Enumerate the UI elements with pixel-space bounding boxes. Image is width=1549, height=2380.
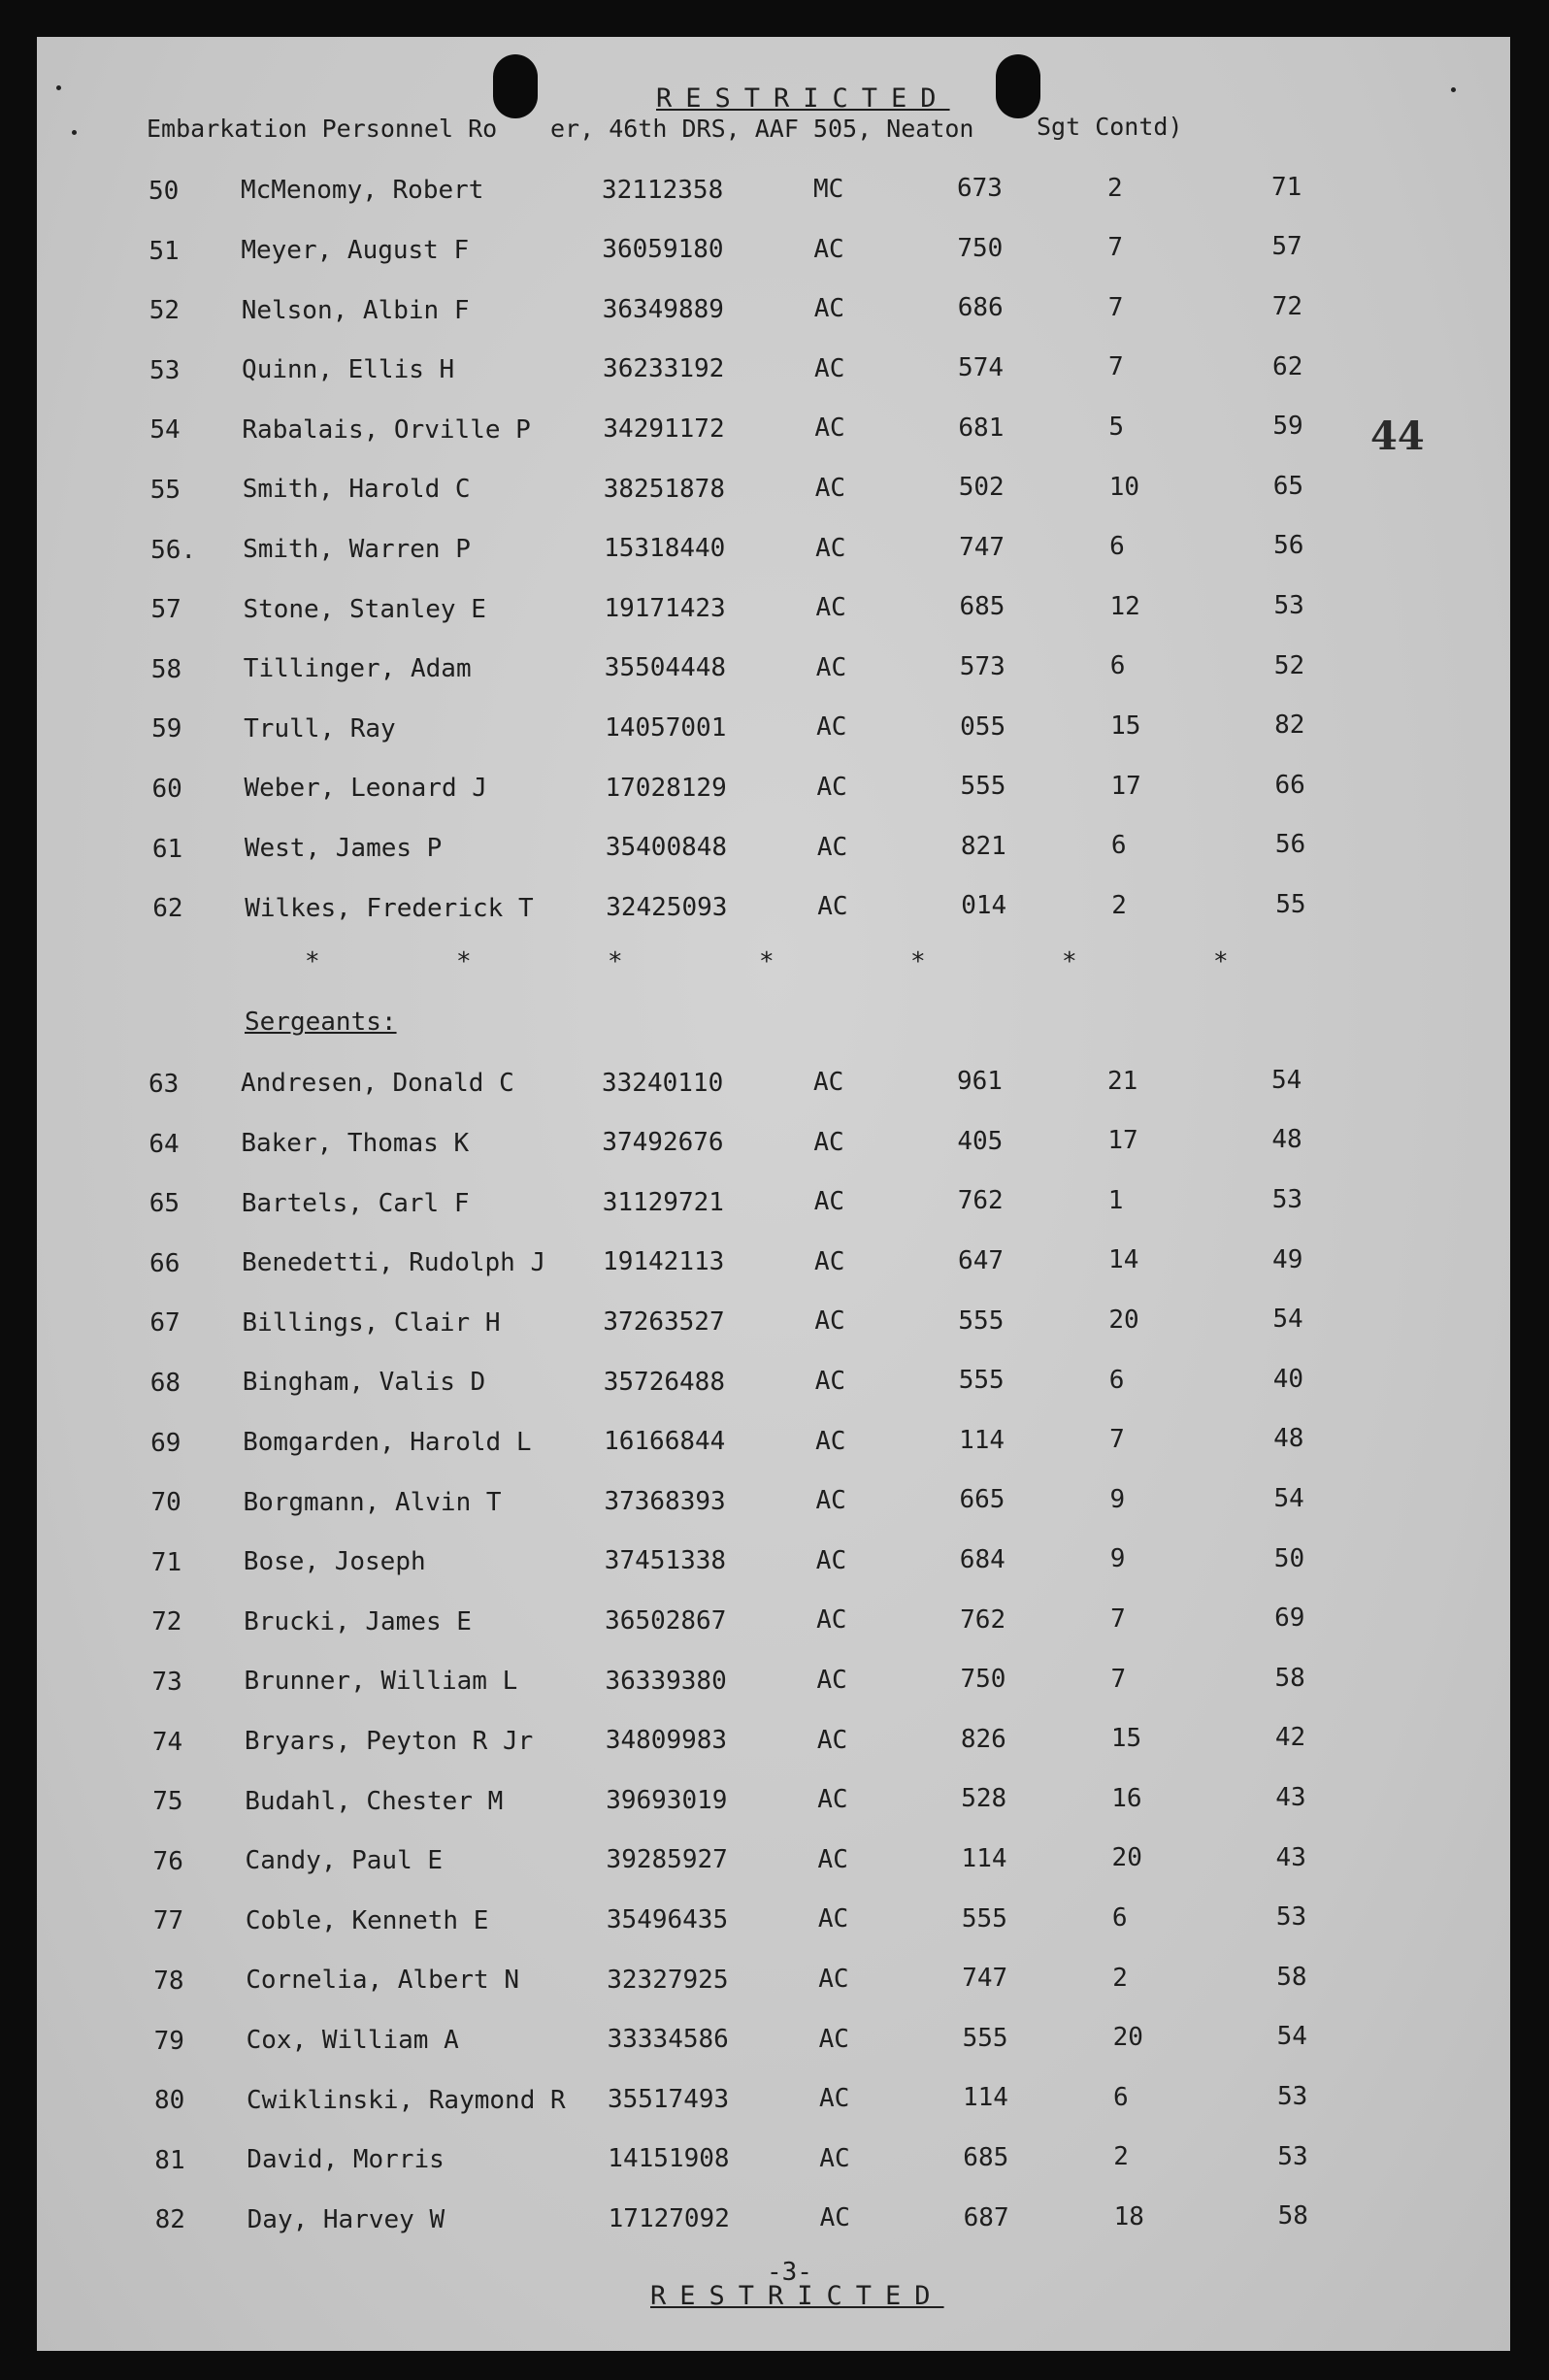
branch-cell: AC [817,892,848,922]
months-cell: 5 [1108,412,1125,442]
months-cell: 16 [1111,1783,1142,1813]
document-page [37,37,1510,2351]
branch-cell: AC [816,832,848,862]
branch-cell: AC [816,712,847,743]
score-cell: 54 [1273,1484,1304,1513]
branch-cell: AC [813,1187,844,1217]
table-row [37,830,1510,874]
serial-number-cell: 33334586 [607,2025,729,2055]
branch-cell: AC [817,1785,848,1815]
table-row [37,1125,1510,1169]
row-number: 73 [151,1668,182,1697]
name-cell: McMenomy, Robert [241,176,484,206]
mos-cell: 114 [961,1844,1007,1873]
serial-number-cell: 36502867 [605,1606,727,1636]
table-row [37,591,1510,634]
months-cell: 12 [1109,591,1140,621]
row-number: 75 [152,1787,183,1817]
row-number: 64 [148,1129,180,1159]
serial-number-cell: 35517493 [607,2084,730,2114]
branch-cell: AC [813,1127,844,1157]
table-row [37,1484,1510,1527]
name-cell: Baker, Thomas K [241,1128,470,1158]
score-cell: 40 [1272,1364,1304,1394]
mos-cell: 555 [961,1903,1007,1934]
serial-number-cell: 32425093 [606,892,728,922]
table-row [37,1364,1510,1407]
table-row [37,351,1510,395]
score-cell: 72 [1271,292,1302,321]
mos-cell: 014 [961,891,1007,921]
months-cell: 1 [1107,1185,1124,1215]
mos-cell: 685 [959,592,1005,622]
score-cell: 59 [1272,412,1303,442]
table-row [37,1723,1510,1767]
months-cell: 2 [1113,2142,1129,2172]
separator-star: * [910,947,926,976]
table-row [37,1305,1510,1347]
serial-number-cell: 36233192 [603,354,725,384]
table-row [37,1902,1510,1945]
row-number: 57 [150,595,181,625]
name-cell: Day, Harvey W [247,2204,445,2234]
branch-cell: AC [814,1246,845,1276]
serial-number-cell: 36339380 [605,1666,727,1696]
mos-cell: 555 [958,1306,1005,1336]
months-cell: 2 [1111,890,1127,920]
mos-cell: 750 [957,233,1004,263]
branch-cell: AC [819,2203,850,2233]
serial-number-cell: 35400848 [605,833,728,863]
months-cell: 7 [1108,352,1124,382]
branch-cell: AC [815,1545,847,1575]
branch-cell: AC [814,1366,846,1396]
row-number: 66 [149,1248,181,1278]
serial-number-cell: 15318440 [604,534,726,564]
branch-cell: AC [818,1964,849,1994]
serial-number-cell: 38251878 [603,474,725,504]
classification-header: RESTRICTED [656,83,950,114]
mos-cell: 665 [959,1485,1005,1515]
score-cell: 49 [1272,1244,1303,1274]
table-row [37,1424,1510,1468]
months-cell: 6 [1111,1902,1128,1933]
name-cell: Cornelia, Albert N [246,1966,520,1996]
name-cell: Cwiklinski, Raymond R [246,2085,566,2115]
table-row [37,232,1510,276]
separator-star: * [1062,947,1077,976]
months-cell: 7 [1107,292,1124,322]
classification-footer: RESTRICTED [650,2281,944,2311]
branch-cell: AC [818,2084,850,2114]
months-cell: 14 [1108,1245,1139,1275]
serial-number-cell: 34809983 [605,1726,728,1756]
name-cell: Rabalais, Orville P [242,414,531,445]
table-row [37,650,1510,694]
months-cell: 17 [1107,1126,1138,1156]
serial-number-cell: 32327925 [607,1965,729,1995]
months-cell: 7 [1109,1425,1125,1455]
separator-star: * [1213,947,1229,976]
serial-number-cell: 37451338 [604,1546,727,1576]
name-cell: Bryars, Peyton R Jr [244,1726,534,1756]
score-cell: 62 [1272,351,1303,381]
branch-cell: AC [815,593,846,623]
score-cell: 58 [1274,1663,1305,1693]
serial-number-cell: 32112358 [602,175,724,205]
name-cell: Weber, Leonard J [244,774,487,804]
score-cell: 82 [1274,711,1305,741]
name-cell: Bomgarden, Harold L [243,1427,532,1457]
mos-cell: 555 [960,772,1006,802]
branch-cell: MC [813,174,844,204]
table-row [37,890,1510,933]
serial-number-cell: 39285927 [606,1845,728,1875]
row-number: 74 [151,1727,183,1757]
row-number: 80 [153,2086,185,2116]
row-number: 81 [154,2145,185,2175]
branch-cell: AC [815,1426,846,1456]
name-cell: Stone, Stanley E [243,594,486,624]
score-cell: 56 [1274,830,1306,860]
branch-cell: AC [815,1486,846,1516]
mos-cell: 762 [960,1604,1006,1635]
mos-cell: 685 [963,2143,1009,2172]
name-cell: Bose, Joseph [243,1547,426,1577]
score-cell: 53 [1273,591,1304,620]
months-cell: 20 [1108,1305,1139,1335]
score-cell: 43 [1275,1783,1306,1812]
table-row [37,1962,1510,2005]
score-cell: 53 [1276,2082,1308,2111]
serial-number-cell: 35504448 [604,653,727,683]
serial-number-cell: 17028129 [605,773,727,803]
months-cell: 6 [1110,831,1127,861]
mos-cell: 528 [961,1784,1007,1814]
row-number: 71 [150,1547,182,1577]
months-cell: 15 [1110,711,1141,741]
table-row [37,711,1510,753]
name-cell: Bartels, Carl F [241,1188,470,1218]
name-cell: Cox, William A [246,2025,459,2055]
months-cell: 2 [1112,1963,1128,1993]
table-row [37,1663,1510,1706]
row-number: 56. [150,535,197,565]
mos-cell: 114 [959,1425,1005,1455]
branch-cell: AC [816,1725,848,1755]
name-cell: Borgmann, Alvin T [243,1487,502,1517]
name-cell: Budahl, Chester M [245,1786,504,1816]
separator-star: * [608,947,623,976]
row-number: 63 [148,1070,180,1099]
row-number: 65 [148,1189,180,1219]
separator-row [37,947,1510,976]
table-row [37,471,1510,514]
header-line-right: Sgt Contd) [1037,113,1183,141]
branch-cell: AC [815,533,846,563]
header-line-mid: er, 46th DRS, AAF 505, Neaton [550,115,974,143]
mos-cell: 747 [959,532,1005,562]
serial-number-cell: 37492676 [602,1128,724,1158]
table-row [37,1603,1510,1646]
score-cell: 52 [1273,650,1305,680]
table-row [37,1783,1510,1826]
name-cell: Quinn, Ellis H [242,355,455,385]
mos-cell: 687 [963,2202,1009,2232]
row-number: 62 [152,894,183,924]
score-cell: 71 [1271,172,1302,202]
branch-cell: AC [813,1067,844,1097]
row-number: 58 [150,654,182,684]
branch-cell: AC [819,2143,850,2173]
months-cell: 20 [1112,2023,1143,2053]
row-number: 68 [149,1369,181,1398]
score-cell: 42 [1274,1723,1306,1753]
branch-cell: AC [814,413,845,444]
serial-number-cell: 14151908 [608,2144,730,2174]
score-cell: 66 [1274,770,1305,800]
row-number: 70 [150,1488,181,1518]
serial-number-cell: 17127092 [608,2204,730,2233]
score-cell: 54 [1276,2022,1307,2052]
speck [56,85,61,90]
punch-hole-left [493,54,538,118]
branch-cell: AC [816,1605,847,1636]
score-cell: 53 [1275,1902,1307,1933]
months-cell: 7 [1110,1603,1126,1634]
score-cell: 43 [1275,1842,1306,1872]
branch-cell: AC [818,2024,849,2054]
name-cell: Nelson, Albin F [241,295,470,325]
name-cell: Meyer, August F [241,235,470,265]
serial-number-cell: 31129721 [602,1187,724,1217]
name-cell: Coble, Kenneth E [245,1905,489,1935]
branch-cell: AC [817,1904,849,1934]
branch-cell: AC [814,1306,845,1337]
score-cell: 58 [1276,1962,1307,1992]
name-cell: David, Morris [247,2145,445,2175]
table-row [37,292,1510,335]
months-cell: 9 [1109,1544,1126,1574]
score-cell: 57 [1271,232,1302,262]
page-number: -3- [767,2258,812,2287]
months-cell: 6 [1109,532,1125,562]
score-cell: 65 [1272,471,1304,501]
row-number: 60 [151,775,182,804]
months-cell: 20 [1111,1843,1142,1873]
mos-cell: 681 [958,413,1005,443]
serial-number-cell: 34291172 [603,414,725,444]
row-number: 55 [149,476,181,505]
row-number: 72 [151,1607,182,1637]
row-number: 51 [148,236,180,266]
score-cell: 48 [1271,1125,1302,1155]
months-cell: 6 [1109,651,1126,681]
mos-cell: 821 [960,831,1006,861]
serial-number-cell: 39693019 [606,1785,728,1815]
table-row [37,2201,1510,2244]
branch-cell: AC [813,294,844,324]
score-cell: 56 [1273,531,1304,561]
months-cell: 7 [1107,233,1123,263]
header-line-left: Embarkation Personnel Ro [147,115,498,143]
side-page-number: 44 [1370,413,1425,459]
separator-star: * [456,947,472,976]
branch-cell: AC [814,473,846,503]
score-cell: 50 [1273,1543,1305,1573]
months-cell: 21 [1107,1066,1138,1096]
name-cell: Candy, Paul E [245,1846,444,1876]
separator-star: * [305,947,320,976]
table-row [37,1185,1510,1228]
table-row [37,1543,1510,1587]
months-cell: 7 [1110,1664,1127,1694]
months-cell: 10 [1108,472,1140,502]
mos-cell: 555 [962,2023,1008,2053]
score-cell: 53 [1271,1185,1302,1214]
mos-cell: 502 [958,473,1005,503]
name-cell: Wilkes, Frederick T [245,893,534,923]
table-row [37,2141,1510,2185]
score-cell: 54 [1271,1065,1302,1095]
serial-number-cell: 14057001 [605,713,727,743]
row-number: 52 [148,296,180,326]
row-number: 77 [152,1906,184,1936]
row-number: 50 [148,177,180,206]
name-cell: Smith, Harold C [242,475,471,505]
serial-number-cell: 35496435 [606,1905,729,1934]
row-number: 67 [149,1308,181,1339]
branch-cell: AC [813,234,844,264]
branch-cell: AC [817,1844,848,1874]
name-cell: West, James P [244,833,443,863]
branch-cell: AC [815,652,847,682]
score-cell: 48 [1273,1424,1304,1454]
months-cell: 2 [1107,173,1123,203]
score-cell: 53 [1277,2141,1308,2171]
mos-cell: 114 [962,2083,1008,2113]
row-number: 53 [149,355,181,385]
branch-cell: AC [816,1665,847,1695]
score-cell: 69 [1274,1603,1305,1634]
mos-cell: 055 [960,711,1006,742]
section-label-sergeants: Sergeants: [245,1008,397,1037]
branch-cell: AC [816,772,847,802]
serial-number-cell: 16166844 [604,1427,726,1457]
name-cell: Brunner, William L [244,1667,518,1697]
mos-cell: 961 [957,1067,1003,1097]
row-number: 59 [151,714,182,744]
mos-cell: 826 [960,1724,1006,1754]
name-cell: Benedetti, Rudolph J [242,1248,546,1278]
speck [1451,87,1456,92]
row-number: 82 [154,2205,185,2235]
serial-number-cell: 33240110 [602,1068,724,1098]
mos-cell: 762 [957,1186,1004,1216]
mos-cell: 747 [962,1964,1008,1994]
row-number: 76 [152,1846,183,1876]
name-cell: Brucki, James E [244,1606,472,1636]
mos-cell: 405 [957,1126,1004,1156]
table-row [37,172,1510,215]
months-cell: 18 [1113,2201,1144,2231]
name-cell: Tillinger, Adam [243,654,472,684]
mos-cell: 673 [957,174,1003,204]
months-cell: 6 [1112,2082,1129,2112]
punch-hole-right [996,54,1040,118]
table-row [37,412,1510,454]
branch-cell: AC [814,353,845,383]
table-row [37,770,1510,813]
row-number: 69 [150,1428,181,1458]
months-cell: 9 [1109,1484,1126,1514]
mos-cell: 686 [957,293,1004,323]
serial-number-cell: 35726488 [603,1367,725,1397]
row-number: 78 [153,1967,184,1996]
speck [72,130,77,135]
serial-number-cell: 37263527 [603,1307,725,1337]
serial-number-cell: 36349889 [602,294,724,324]
months-cell: 17 [1110,771,1141,801]
row-number: 61 [151,834,183,864]
row-number: 54 [149,415,181,446]
table-row [37,2082,1510,2125]
table-row [37,531,1510,575]
table-row [37,1842,1510,1886]
name-cell: Bingham, Valis D [242,1368,486,1398]
row-number: 79 [153,2026,184,2056]
score-cell: 58 [1277,2201,1308,2231]
serial-number-cell: 37368393 [604,1486,726,1516]
months-cell: 15 [1110,1724,1142,1754]
name-cell: Trull, Ray [244,713,396,744]
serial-number-cell: 19142113 [603,1247,725,1277]
months-cell: 6 [1108,1365,1125,1395]
mos-cell: 555 [958,1366,1005,1396]
mos-cell: 684 [959,1545,1005,1574]
mos-cell: 573 [959,652,1005,681]
score-cell: 55 [1275,890,1306,919]
separator-star: * [759,947,774,976]
name-cell: Billings, Clair H [242,1307,501,1338]
table-row [37,1244,1510,1288]
table-row [37,2022,1510,2066]
name-cell: Smith, Warren P [243,534,471,564]
score-cell: 54 [1272,1305,1303,1335]
serial-number-cell: 19171423 [604,593,726,623]
mos-cell: 574 [958,353,1005,382]
mos-cell: 647 [958,1246,1005,1275]
name-cell: Andresen, Donald C [241,1069,514,1099]
mos-cell: 750 [960,1665,1006,1695]
serial-number-cell: 36059180 [602,235,724,265]
table-row [37,1065,1510,1108]
